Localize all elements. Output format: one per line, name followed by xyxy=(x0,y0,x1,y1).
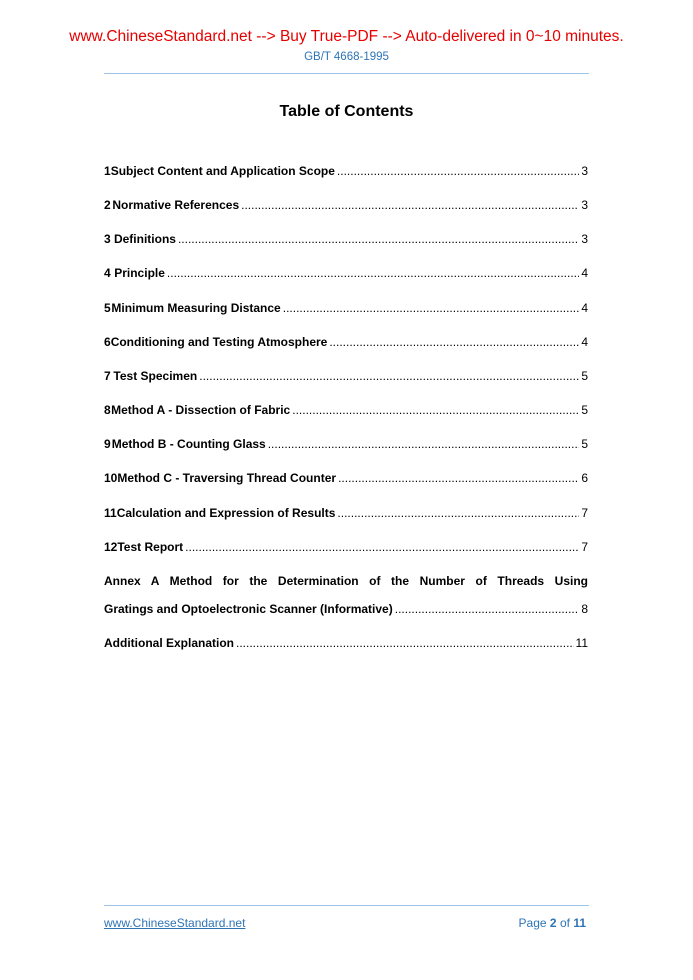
toc-dot-leader xyxy=(395,601,580,617)
toc-entry-label: Gratings and Optoelectronic Scanner (Informative) xyxy=(104,602,393,616)
toc-entry-number: 9 xyxy=(104,437,111,451)
toc-entry-page: 4 xyxy=(581,266,588,280)
footer-divider xyxy=(104,905,589,906)
toc-entry-page: 3 xyxy=(581,232,588,246)
toc-entry-number: 1 xyxy=(104,164,111,178)
toc-entry-label: Principle xyxy=(114,266,165,280)
footer-total-pages: 11 xyxy=(573,916,586,930)
toc-entry-11[interactable] xyxy=(104,505,588,521)
toc-entry-3[interactable] xyxy=(104,231,588,247)
toc-entry-label: Method A - Dissection of Fabric xyxy=(111,403,291,417)
toc-entry-page: 7 xyxy=(581,540,588,554)
toc-entry-number: 8 xyxy=(104,403,111,417)
toc-annex-line-1[interactable]: Annex A Method for the Determination of the Number of Threads Using xyxy=(104,574,588,588)
toc-entry-page: 8 xyxy=(581,602,588,616)
footer-page-number xyxy=(519,916,586,930)
toc-dot-leader xyxy=(337,163,579,179)
toc-entry-number: 10 xyxy=(104,471,118,485)
toc-entry-9[interactable] xyxy=(104,436,588,452)
toc-entry-label: Method C - Traversing Thread Counter xyxy=(117,471,337,485)
footer-current-page: 2 xyxy=(549,916,557,930)
toc-entry-12[interactable] xyxy=(104,539,588,555)
toc-entry-label: Conditioning and Testing Atmosphere xyxy=(110,335,328,349)
toc-dot-leader xyxy=(338,470,579,486)
footer-page-of: of xyxy=(559,916,570,930)
toc-entry-number: 12 xyxy=(104,540,118,554)
toc-dot-leader xyxy=(337,505,579,521)
toc-additional-explanation[interactable] xyxy=(104,635,588,651)
toc-entry-5[interactable] xyxy=(104,300,588,316)
toc-entry-label: Test Report xyxy=(117,540,184,554)
toc-dot-leader xyxy=(236,635,574,651)
footer-page-prefix: Page xyxy=(518,916,547,930)
toc-entry-page: 4 xyxy=(581,335,588,349)
toc-entry-number: 5 xyxy=(104,301,111,315)
toc-entry-number: 4 xyxy=(104,266,111,280)
footer-website-link[interactable]: www.ChineseStandard.net xyxy=(104,916,246,930)
toc-entry-page: 3 xyxy=(581,164,588,178)
toc-dot-leader xyxy=(329,334,579,350)
toc-entry-label: Minimum Measuring Distance xyxy=(111,301,281,315)
toc-dot-leader xyxy=(268,436,580,452)
toc-dot-leader xyxy=(178,231,579,247)
header-banner: www.ChineseStandard.net --> Buy True-PDF --> Auto-delivered in 0~10 minutes. xyxy=(69,28,624,45)
toc-entry-page: 5 xyxy=(581,369,588,383)
toc-entry-label: Test Specimen xyxy=(113,369,198,383)
toc-dot-leader xyxy=(292,402,579,418)
toc-entry-page: 7 xyxy=(581,506,588,520)
standard-code: GB/T 4668-1995 xyxy=(304,51,389,63)
toc-entry-label: Calculation and Expression of Results xyxy=(116,506,336,520)
toc-entry-label: Subject Content and Application Scope xyxy=(110,164,335,178)
toc-entry-8[interactable] xyxy=(104,402,588,418)
toc-entry-page: 6 xyxy=(581,471,588,485)
toc-entry-7[interactable] xyxy=(104,368,588,384)
header-divider xyxy=(104,73,589,74)
toc-dot-leader xyxy=(241,197,579,213)
toc-dot-leader xyxy=(199,368,579,384)
toc-dot-leader xyxy=(283,300,580,316)
toc-entry-number: 3 xyxy=(104,232,111,246)
toc-annex-entry[interactable] xyxy=(104,601,588,617)
toc-entry-label: Additional Explanation xyxy=(104,636,235,650)
toc-entry-page: 5 xyxy=(581,437,588,451)
toc-entry-number: 6 xyxy=(104,335,111,349)
toc-entry-6[interactable] xyxy=(104,334,588,350)
toc-entry-number: 7 xyxy=(104,369,111,383)
toc-entry-number: 11 xyxy=(104,506,117,520)
toc-entry-10[interactable] xyxy=(104,470,588,486)
toc-dot-leader xyxy=(185,539,579,555)
toc-entry-number: 2 xyxy=(104,198,111,212)
toc-entry-page: 5 xyxy=(581,403,588,417)
toc-entry-label: Method B - Counting Glass xyxy=(111,437,266,451)
toc-dot-leader xyxy=(167,265,579,281)
toc-entry-label: Definitions xyxy=(113,232,176,246)
toc-entry-page: 4 xyxy=(581,301,588,315)
toc-entry-4[interactable] xyxy=(104,265,588,281)
toc-entry-page: 11 xyxy=(575,636,588,650)
toc-entry-label: Normative References xyxy=(112,198,240,212)
toc-entry-page: 3 xyxy=(581,198,588,212)
toc-entry-2[interactable] xyxy=(104,197,588,213)
toc-entry-1[interactable] xyxy=(104,163,588,179)
page-title: Table of Contents xyxy=(279,103,414,120)
